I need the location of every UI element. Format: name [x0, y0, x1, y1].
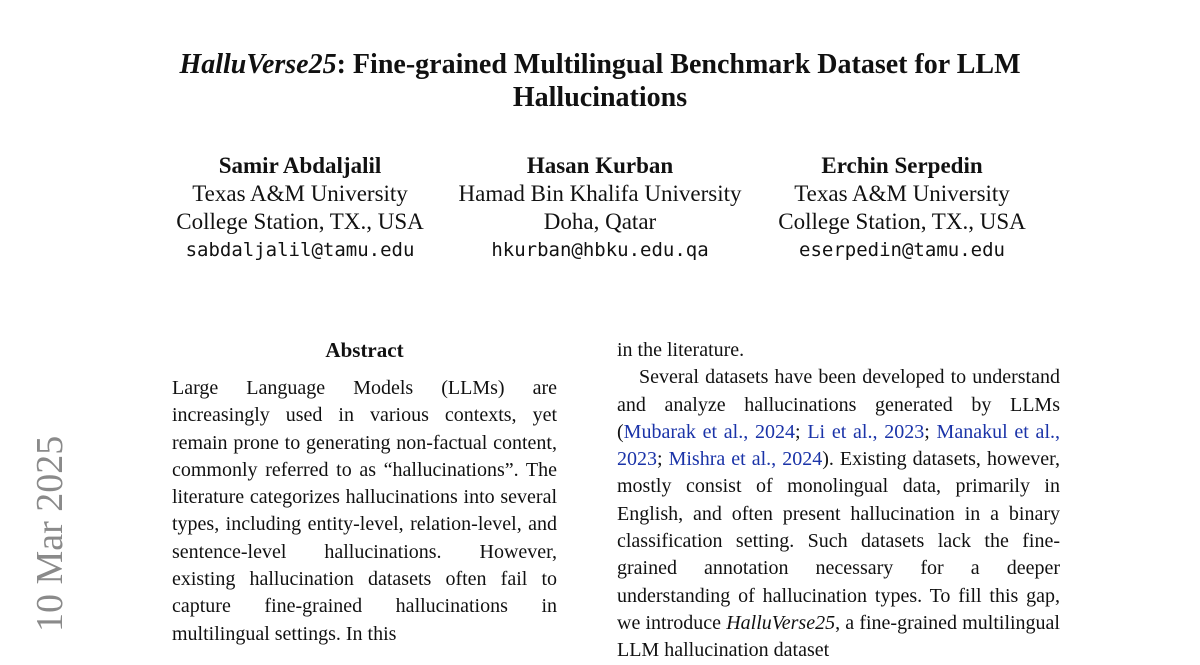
author-location: College Station, TX., USA: [778, 209, 1026, 234]
citation-link[interactable]: Li et al., 2023: [807, 420, 925, 443]
paper-title: [100, 48, 1100, 114]
author-email[interactable]: hkurban@hbku.edu.qa: [491, 239, 709, 261]
citation-link[interactable]: Mubarak et al., 2024: [623, 420, 795, 443]
citation-separator: ;: [795, 420, 808, 443]
author-email[interactable]: eserpedin@tamu.edu: [799, 239, 1005, 261]
intro-column: [617, 337, 1060, 665]
abstract-heading: Abstract: [325, 338, 404, 362]
abstract-text: Large Language Models (LLMs) are increasingly used in various contexts, yet remain prone to generating non-factual content, commonly referred to as “hallucinations”. The literature categorizes hallucinations into several types, including entity-level, relation-level, and sentence-level hallucinations. However, existing hallucination datasets often fail to capture fine-grained hallucinations in multilingual settings. In this: [172, 377, 557, 645]
author-block-2: [445, 152, 755, 264]
author-affiliation: Hamad Bin Khalifa University: [458, 181, 742, 206]
citation-separator: ;: [657, 448, 669, 471]
author-name: Samir Abdaljalil: [218, 153, 382, 178]
citation-link[interactable]: Manakul et al., 2023: [617, 420, 1060, 471]
author-affiliation: Texas A&M University: [794, 181, 1010, 206]
author-name: Hasan Kurban: [526, 153, 674, 178]
author-location: College Station, TX., USA: [176, 209, 424, 234]
author-email[interactable]: sabdaljalil@tamu.edu: [185, 239, 415, 261]
arxiv-date-stamp: 10 Mar 2025: [29, 435, 71, 632]
carryover-text: in the literature.: [617, 339, 745, 361]
citation-separator: ;: [924, 420, 937, 443]
title-rest: : Fine-grained Multilingual Benchmark Dataset for LLM Hallucinations: [336, 49, 1021, 113]
intro-paragraph: [617, 364, 1060, 664]
author-block-1: [160, 152, 440, 264]
dataset-name: HalluVerse25: [726, 611, 836, 634]
paragraph-text: , a fine-grained multilingual LLM hallucination dataset: [617, 611, 1060, 662]
citation-link[interactable]: Mishra et al., 2024: [668, 448, 823, 471]
author-block-3: [762, 152, 1042, 264]
paragraph-text: ). Existing datasets, however, mostly consist of monolingual data, primarily in English, and often present hallucination in a binary classification setting. Such datasets lack the fine-grained annotation necessary for a deeper understanding of hallucination types. To fill this gap, we introduce: [617, 448, 1061, 634]
abstract-column: [172, 337, 557, 648]
title-dataset-name: HalluVerse25: [179, 49, 337, 80]
author-name: Erchin Serpedin: [821, 153, 983, 178]
paragraph-text: Several datasets have been developed to understand and analyze hallucinations generated by LLMs (: [617, 366, 1060, 443]
author-location: Doha, Qatar: [543, 209, 657, 234]
author-affiliation: Texas A&M University: [192, 181, 408, 206]
